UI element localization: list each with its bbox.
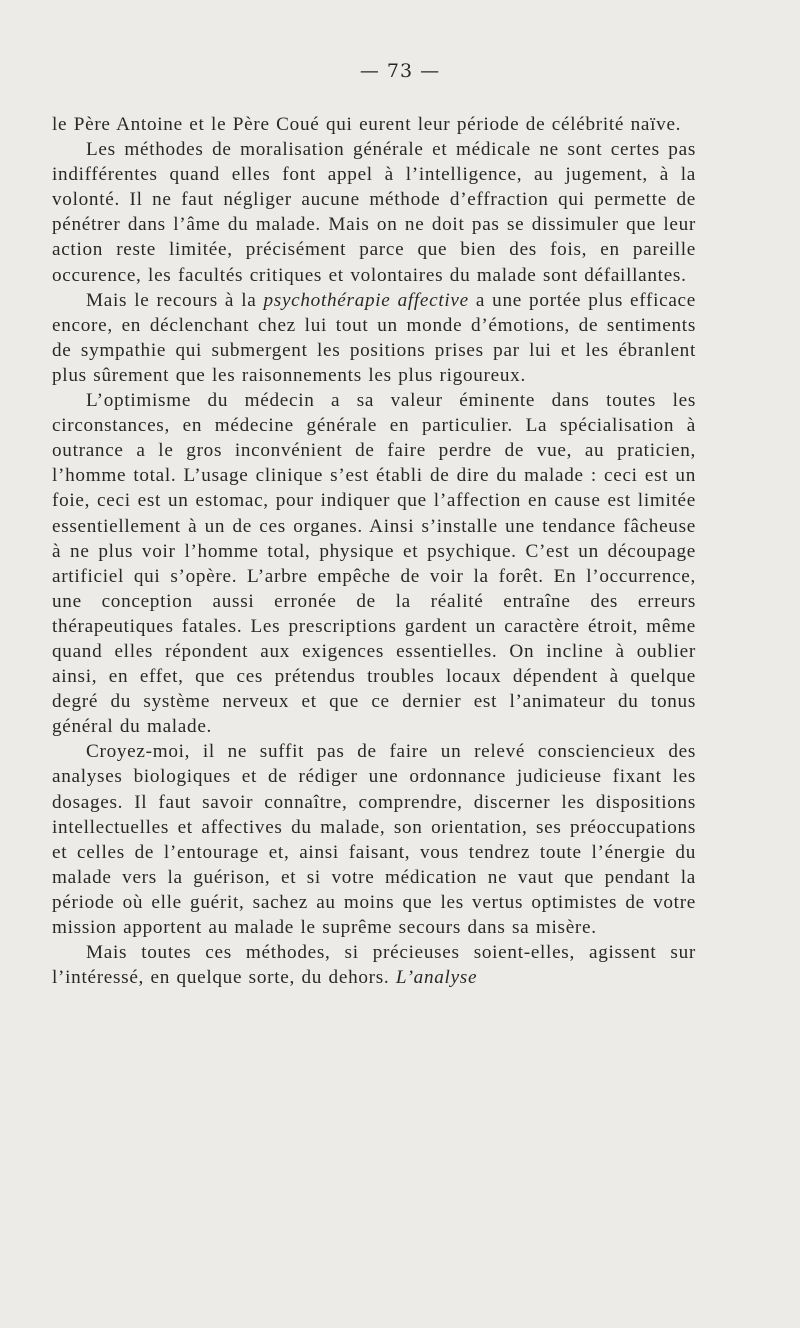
text-segment: L’optimisme du médecin a sa valeur éminente dans toutes les circonstances, en médecine générale en particulier. La spécialisation à outrance a le gros inconvénient de faire perdre de vue, au praticien, l’homme total. L’usage clinique s’est établi de dire du malade : ceci est un foie, ceci est un estomac, pour indiquer que l’affection en cause est limitée essentiellement à un de ces organes. Ainsi s’installe une tendance fâcheuse à ne plus voir l’homme total, physique et psychique. C’est un découpage artificiel qui s’opère. L’arbre empêche de voir la forêt. En l’occurrence, une conception aussi erronée de la réalité entraîne des erreurs thérapeutiques fatales. Les prescriptions gardent un caractère étroit, même quand elles répondent aux exigences essentielles. On incline à oublier ainsi, en effet, que ces prétendus troubles locaux dépendent à quelque degré du système nerveux et que ce dernier est l’animateur du tonus général du malade.	[52, 390, 696, 738]
italic-term: L’analyse	[395, 967, 478, 989]
text-segment: Les méthodes de moralisation générale et médicale ne sont certes pas indifférentes quand elles font appel à l’intelligence, au jugement, à la volonté. Il ne faut négliger aucune méthode d’effraction qui permette de pénétrer dans l’âme du malade. Mais on ne doit pas se dissimuler que leur action reste limitée, précisément parce que bien des fois, en pareille occurence, les facultés critiques et volontaires du malade sont défaillantes.	[52, 139, 696, 286]
page-number: — 73 —	[359, 60, 441, 82]
text-segment: a une portée plus efficace encore, en déclenchant chez lui tout un monde d’émotions, de sentiments de sympathie qui submergent les positions prises par lui et les ébranlent plus sûrement que les raisonnements les plus rigoureux.	[52, 289, 696, 386]
paragraph-3	[52, 288, 696, 388]
text-segment: le Père Antoine et le Père Coué qui eurent leur période de célébrité naïve.	[52, 114, 682, 135]
paragraph-4	[52, 388, 696, 739]
paragraph-6	[52, 940, 696, 990]
text-segment: Mais le recours à la	[86, 289, 264, 311]
paragraph-1	[52, 112, 696, 137]
body-text	[52, 112, 696, 990]
text-segment: Mais toutes ces méthodes, si précieuses soient-elles, agissent sur l’intéressé, en quelque sorte, du dehors.	[52, 942, 696, 989]
paragraph-5	[52, 739, 696, 940]
italic-term: psychothérapie affective	[263, 289, 469, 311]
text-segment: Croyez-moi, il ne suffit pas de faire un relevé consciencieux des analyses biologiques et de rédiger une ordonnance judicieuse fixant les dosages. Il faut savoir connaître, comprendre, discerner les dispositions intellectuelles et affectives du malade, son orientation, ses préoccupations et celles de l’entourage et, ainsi faisant, vous tendrez toute l’énergie du malade vers la guérison, et si votre médication ne vaut que pendant la période où elle guérit, sachez au moins que les vertus optimistes de votre mission apportent au malade le suprême secours dans sa misère.	[52, 741, 696, 938]
paragraph-2	[52, 137, 696, 288]
